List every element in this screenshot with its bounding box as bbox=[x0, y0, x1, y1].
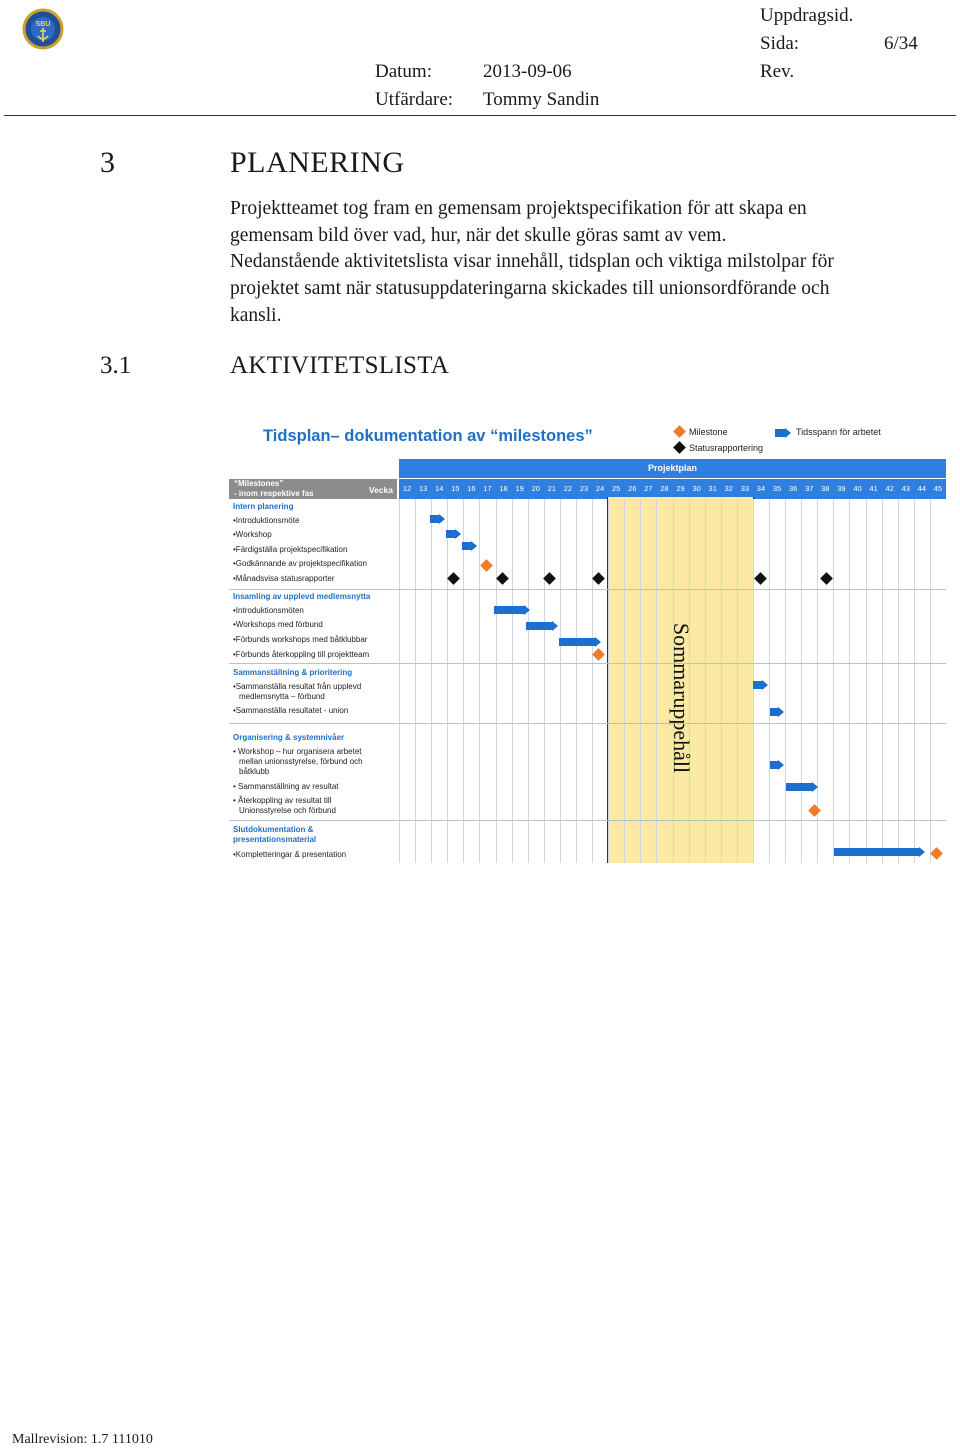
week-gridline bbox=[769, 499, 770, 863]
week-number: 38 bbox=[821, 484, 830, 493]
task-label: •Sammanställa resultat från upplevd bbox=[233, 682, 362, 691]
week-number: 42 bbox=[885, 484, 894, 493]
paragraph-line: Nedanstående aktivitetslista visar innehåll, tidsplan och viktiga milstolpar för bbox=[230, 251, 834, 273]
milestones-header-line2: - inom respektive fas bbox=[234, 489, 314, 498]
week-gridline bbox=[882, 499, 883, 863]
week-gridline bbox=[640, 499, 641, 863]
week-gridline bbox=[656, 499, 657, 863]
week-gridline bbox=[866, 499, 867, 863]
footer-revision: Mallrevision: 1.7 111010 bbox=[12, 1432, 153, 1447]
group-organisering: Organisering & systemnivåer bbox=[233, 733, 345, 742]
week-gridline bbox=[463, 499, 464, 863]
task-label: •Månadsvisa statusrapporter bbox=[233, 574, 335, 583]
paragraph-line: gemensam bild över vad, hur, när det skulle göras samt av vem. bbox=[230, 224, 727, 246]
week-gridline bbox=[624, 499, 625, 863]
gantt-title: Tidsplan– dokumentation av “milestones” bbox=[263, 427, 593, 445]
task-label: •Kompletteringar & presentation bbox=[233, 850, 347, 859]
week-gridline bbox=[705, 499, 706, 863]
legend-span-icon bbox=[775, 429, 785, 437]
milestones-header-line1: “Milestones” bbox=[234, 479, 284, 488]
week-number: 23 bbox=[579, 484, 589, 493]
week-number: 27 bbox=[644, 484, 653, 493]
task-label: •Sammanställa resultatet - union bbox=[233, 706, 349, 715]
task-bar bbox=[430, 515, 439, 523]
task-label: •Introduktionsmöte bbox=[233, 516, 300, 525]
task-label: •Workshops med förbund bbox=[233, 620, 323, 629]
week-gridline bbox=[447, 499, 448, 863]
legend-status-icon bbox=[673, 441, 686, 454]
paragraph-line: projektet samt när statusuppdateringarna skickades till unionsordförande och bbox=[230, 278, 830, 300]
utfardare-label: Utfärdare: bbox=[375, 89, 454, 110]
subsection-number: 3.1 bbox=[100, 352, 132, 379]
week-number: 15 bbox=[451, 484, 460, 493]
week-gridline bbox=[833, 499, 834, 863]
week-gridline bbox=[785, 499, 786, 863]
week-number: 24 bbox=[595, 484, 605, 493]
week-gridline bbox=[479, 499, 480, 863]
task-label-cont: båtklubb bbox=[239, 767, 270, 776]
week-gridline bbox=[849, 499, 850, 863]
task-bar bbox=[559, 638, 595, 646]
week-gridline bbox=[512, 499, 513, 863]
datum-value: 2013-09-06 bbox=[483, 61, 572, 82]
task-label: •Färdigställa projektspecifikation bbox=[233, 545, 348, 554]
task-bar bbox=[770, 761, 778, 769]
group-slutdokumentation: Slutdokumentation & bbox=[233, 825, 314, 834]
week-gridline bbox=[608, 499, 609, 863]
week-number: 39 bbox=[837, 484, 846, 493]
week-number: 13 bbox=[418, 484, 428, 493]
week-number: 40 bbox=[853, 484, 862, 493]
task-label-cont: mellan unionsstyrelse, förbund och bbox=[239, 757, 363, 766]
legend-status: Statusrapportering bbox=[689, 443, 764, 453]
legend-milestone-icon bbox=[673, 425, 686, 438]
week-gridline bbox=[544, 499, 545, 863]
paragraph-line: Projektteamet tog fram en gemensam projektspecifikation för att skapa en bbox=[230, 198, 807, 219]
task-bar bbox=[753, 681, 762, 689]
task-label: • Sammanställning av resultat bbox=[233, 782, 339, 791]
task-label: •Förbunds workshops med båtklubbar bbox=[233, 635, 368, 644]
rev-label: Rev. bbox=[760, 61, 795, 82]
week-number: 29 bbox=[676, 484, 685, 493]
milestones-column-header bbox=[229, 479, 397, 499]
task-label: •Workshop bbox=[233, 530, 272, 539]
task-label: • Återkoppling av resultat till bbox=[233, 796, 332, 805]
week-number: 43 bbox=[901, 484, 910, 493]
task-bar bbox=[526, 622, 552, 630]
task-label-cont: Unionsstyrelse och förbund bbox=[239, 806, 336, 815]
task-label: •Introduktionsmöten bbox=[233, 606, 304, 615]
week-gridline bbox=[528, 499, 529, 863]
week-header-row bbox=[399, 479, 946, 499]
legend-span: Tidsspann för arbetet bbox=[796, 427, 881, 437]
week-number: 19 bbox=[515, 484, 524, 493]
week-gridline bbox=[592, 499, 593, 863]
task-label-cont: medlemsnytta – förbund bbox=[239, 692, 325, 701]
week-number: 25 bbox=[612, 484, 621, 493]
week-gridline bbox=[801, 499, 802, 863]
week-gridline bbox=[898, 499, 899, 863]
task-bar bbox=[462, 542, 471, 550]
task-bar bbox=[786, 783, 812, 791]
week-number: 45 bbox=[933, 484, 943, 493]
group-separator bbox=[229, 589, 946, 590]
week-gridline bbox=[415, 499, 416, 863]
week-number: 12 bbox=[402, 484, 412, 493]
sbu-logo bbox=[22, 6, 64, 61]
legend-milestone: Milestone bbox=[689, 427, 728, 437]
week-number: 34 bbox=[756, 484, 766, 493]
week-number: 17 bbox=[483, 484, 492, 493]
week-number: 21 bbox=[547, 484, 556, 493]
week-number: 26 bbox=[628, 484, 637, 493]
datum-label: Datum: bbox=[375, 61, 432, 82]
gantt-chart bbox=[229, 418, 949, 868]
week-number: 30 bbox=[692, 484, 701, 493]
week-number: 32 bbox=[724, 484, 733, 493]
week-number: 20 bbox=[531, 484, 540, 493]
week-number: 14 bbox=[435, 484, 444, 493]
projektplan-bar: Projektplan bbox=[399, 459, 946, 478]
group-intern-planering: Intern planering bbox=[233, 502, 294, 511]
week-number: 16 bbox=[467, 484, 476, 493]
subsection-title: AKTIVITETSLISTA bbox=[230, 352, 450, 379]
paragraph-line: kansli. bbox=[230, 304, 282, 326]
week-number: 37 bbox=[805, 484, 814, 493]
week-gridline bbox=[496, 499, 497, 863]
week-number: 22 bbox=[563, 484, 573, 493]
week-gridline bbox=[431, 499, 432, 863]
week-number: 28 bbox=[660, 484, 669, 493]
group-separator bbox=[229, 663, 946, 664]
week-gridline bbox=[737, 499, 738, 863]
task-bar bbox=[494, 606, 524, 614]
sida-label: Sida: bbox=[760, 33, 800, 54]
group-slutdokumentation-line2: presentationsmaterial bbox=[233, 835, 317, 844]
week-number: 36 bbox=[788, 484, 798, 493]
week-number: 33 bbox=[740, 484, 750, 493]
group-insamling: Insamling av upplevd medlemsnytta bbox=[233, 592, 371, 601]
week-gridline bbox=[560, 499, 561, 863]
week-gridline bbox=[399, 499, 400, 863]
group-separator bbox=[229, 820, 946, 821]
uppdragsid-label: Uppdragsid. bbox=[760, 5, 854, 26]
task-label: •Förbunds återkoppling till projektteam bbox=[233, 650, 370, 659]
vecka-label: Vecka bbox=[368, 485, 393, 495]
week-number: 44 bbox=[917, 484, 927, 493]
week-gridline bbox=[914, 499, 915, 863]
group-sammanstallning: Sammanställning & prioritering bbox=[233, 668, 353, 677]
task-bar bbox=[770, 708, 778, 716]
utfardare-value: Tommy Sandin bbox=[483, 89, 600, 110]
week-number: 18 bbox=[499, 484, 508, 493]
week-number: 35 bbox=[772, 484, 782, 493]
task-bar bbox=[446, 530, 455, 538]
week-number: 31 bbox=[708, 484, 717, 493]
header-divider bbox=[4, 115, 956, 116]
sida-value: 6/34 bbox=[884, 33, 918, 54]
group-separator bbox=[229, 723, 946, 724]
task-label: •Godkännande av projektspecifikation bbox=[233, 559, 367, 568]
summer-break-label: Sommaruppehåll bbox=[669, 622, 694, 774]
section-paragraph bbox=[230, 196, 946, 330]
week-gridline bbox=[721, 499, 722, 863]
task-label: • Workshop – hur organisera arbetet bbox=[233, 747, 362, 756]
week-gridline bbox=[576, 499, 577, 863]
svg-text:SBU: SBU bbox=[35, 21, 51, 28]
week-gridline bbox=[930, 499, 931, 863]
task-bar bbox=[834, 848, 919, 856]
week-number: 41 bbox=[869, 484, 878, 493]
section-title: PLANERING bbox=[230, 146, 405, 179]
section-number: 3 bbox=[100, 146, 116, 179]
